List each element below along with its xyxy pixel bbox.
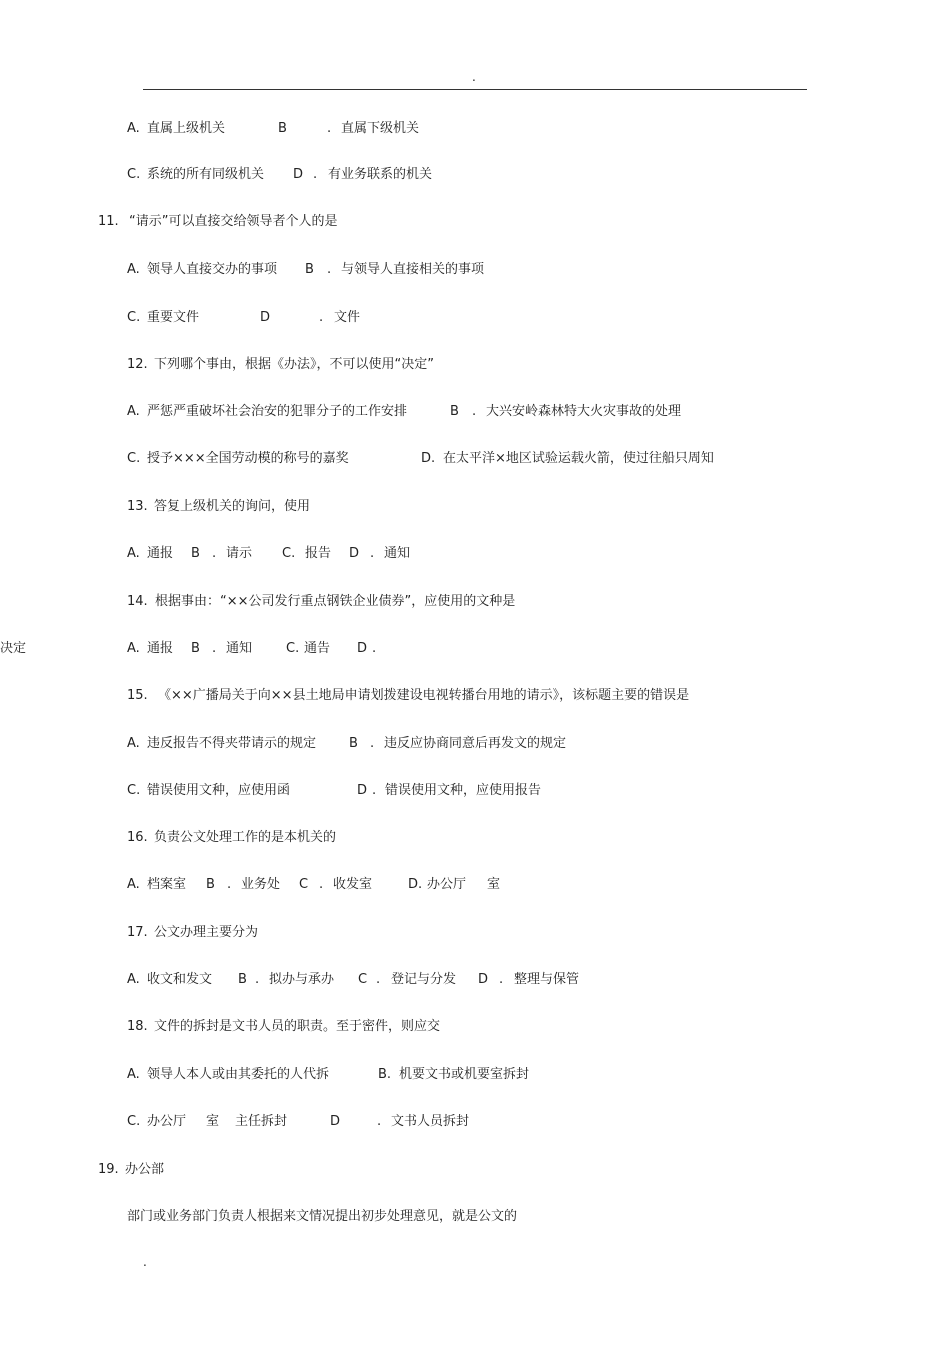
text-segment: . (370, 546, 375, 561)
text-segment: C. (127, 167, 141, 182)
text-segment: 文件的拆封是文书人员的职责。至于密件，则应交 (154, 1019, 441, 1034)
text-segment: . (255, 972, 260, 987)
text-segment: D (330, 1114, 341, 1129)
text-segment: 收发室 (333, 877, 373, 892)
text-segment: B (191, 641, 200, 656)
text-segment: 13. (127, 499, 148, 514)
text-segment: 授予×××全国劳动模的称号的嘉奖 (147, 451, 349, 466)
text-segment: 决定 (0, 641, 27, 656)
text-segment: 部门或业务部门负责人根据来文情况提出初步处理意见，就是公文的 (127, 1209, 518, 1224)
text-segment: . (499, 972, 504, 987)
text-segment: 收文和发文 (147, 972, 213, 987)
text-segment: A. (127, 736, 140, 751)
text-segment: 负责公文处理工作的是本机关的 (154, 830, 337, 845)
text-segment: 19. (98, 1162, 119, 1177)
text-segment: 整理与保管 (514, 972, 580, 987)
text-segment: 领导人直接交办的事项 (147, 262, 278, 277)
text-segment: 通报 (147, 546, 174, 561)
text-segment: 重要文件 (147, 310, 200, 325)
text-segment: 领导人本人或由其委托的人代拆 (147, 1067, 330, 1082)
text-segment: “请示”可以直接交给领导者个人的是 (129, 214, 338, 229)
text-segment: 15. (127, 688, 148, 703)
text-segment: . (372, 641, 377, 656)
text-segment: 系统的所有同级机关 (147, 167, 265, 182)
text-segment: 与领导人直接相关的事项 (341, 262, 485, 277)
footer-mark: . (143, 1255, 147, 1269)
text-segment: B (278, 121, 287, 136)
text-segment: 办公厅 (427, 877, 467, 892)
text-segment: C (358, 972, 368, 987)
text-segment: D. (421, 451, 436, 466)
text-segment: 办公部 (125, 1162, 165, 1177)
text-segment: C. (127, 451, 141, 466)
text-segment: 直属上级机关 (147, 121, 226, 136)
text-segment: B. (378, 1067, 392, 1082)
text-segment: A. (127, 262, 140, 277)
text-segment: . (472, 404, 477, 419)
text-segment: A. (127, 877, 140, 892)
text-segment: 大兴安岭森林特大火灾事故的处理 (486, 404, 682, 419)
text-segment: 16. (127, 830, 148, 845)
text-segment: . (372, 783, 377, 798)
text-segment: D (357, 783, 368, 798)
text-segment: B (349, 736, 358, 751)
text-segment: A. (127, 641, 140, 656)
text-segment: 室 (487, 877, 501, 892)
text-segment: 下列哪个事由，根据《办法》，不可以使用“决定” (154, 357, 434, 372)
text-segment: 14. (127, 594, 148, 609)
text-segment: . (319, 877, 324, 892)
text-segment: C. (127, 310, 141, 325)
text-segment: B (238, 972, 247, 987)
text-segment: A. (127, 546, 140, 561)
text-segment: D. (408, 877, 423, 892)
text-segment: 业务处 (241, 877, 281, 892)
text-segment: . (212, 546, 217, 561)
text-segment: . (313, 167, 318, 182)
text-segment: C. (127, 1114, 141, 1129)
text-segment: 错误使用文种，应使用函 (147, 783, 291, 798)
text-segment: 公文办理主要分为 (154, 925, 259, 940)
text-segment: 17. (127, 925, 148, 940)
text-segment: C. (286, 641, 300, 656)
text-segment: D (293, 167, 304, 182)
text-segment: . (327, 262, 332, 277)
text-segment: 错误使用文种，应使用报告 (385, 783, 542, 798)
text-segment: 11. (98, 214, 119, 229)
text-segment: 18. (127, 1019, 148, 1034)
text-segment: . (327, 121, 332, 136)
text-segment: A. (127, 1067, 140, 1082)
text-segment: 通报 (147, 641, 174, 656)
text-segment: 通知 (384, 546, 411, 561)
text-segment: . (370, 736, 375, 751)
text-segment: D (357, 641, 368, 656)
text-segment: 违反应协商同意后再发文的规定 (384, 736, 567, 751)
text-segment: 文书人员拆封 (391, 1114, 470, 1129)
text-segment: 拟办与承办 (269, 972, 335, 987)
text-segment: 办公厅 (147, 1114, 187, 1129)
text-segment: A. (127, 972, 140, 987)
text-segment: 严惩严重破坏社会治安的犯罪分子的工作安排 (147, 404, 408, 419)
text-segment: 主任拆封 (235, 1114, 288, 1129)
text-segment: B (450, 404, 459, 419)
text-segment: 通知 (226, 641, 253, 656)
text-segment: . (319, 310, 324, 325)
text-segment: 档案室 (147, 877, 187, 892)
text-segment: C (299, 877, 309, 892)
text-segment: . (376, 972, 381, 987)
text-segment: 答复上级机关的询问，使用 (154, 499, 311, 514)
text-segment: 机要文书或机要室拆封 (399, 1067, 530, 1082)
text-segment: 违反报告不得夹带请示的规定 (147, 736, 317, 751)
text-segment: 报告 (305, 546, 332, 561)
text-segment: 登记与分发 (391, 972, 457, 987)
text-segment: D (349, 546, 360, 561)
text-segment: C. (282, 546, 296, 561)
text-segment: A. (127, 404, 140, 419)
text-segment: A. (127, 121, 140, 136)
text-segment: B (191, 546, 200, 561)
text-segment: C. (127, 783, 141, 798)
text-segment: D (260, 310, 271, 325)
text-segment: 室 (206, 1114, 220, 1129)
header-mark: . (472, 70, 476, 84)
text-segment: 《××广播局关于向××县土地局申请划拨建设电视转播台用地的请示》，该标题主要的错误是 (158, 688, 690, 703)
text-segment: . (227, 877, 232, 892)
text-segment: 根据事由：“××公司发行重点钢铁企业债券”，应使用的文种是 (155, 594, 516, 609)
text-segment: D (478, 972, 489, 987)
text-segment: 12. (127, 357, 148, 372)
text-segment: 通告 (304, 641, 331, 656)
header-rule (143, 89, 807, 90)
text-segment: B (305, 262, 314, 277)
text-segment: 直属下级机关 (341, 121, 420, 136)
text-segment: 有业务联系的机关 (328, 167, 433, 182)
text-segment: . (377, 1114, 382, 1129)
text-segment: B (206, 877, 215, 892)
text-segment: . (212, 641, 217, 656)
text-segment: 文件 (334, 310, 361, 325)
text-segment: 在太平洋×地区试验运载火箭，使过往船只周知 (443, 451, 714, 466)
text-segment: 请示 (226, 546, 253, 561)
